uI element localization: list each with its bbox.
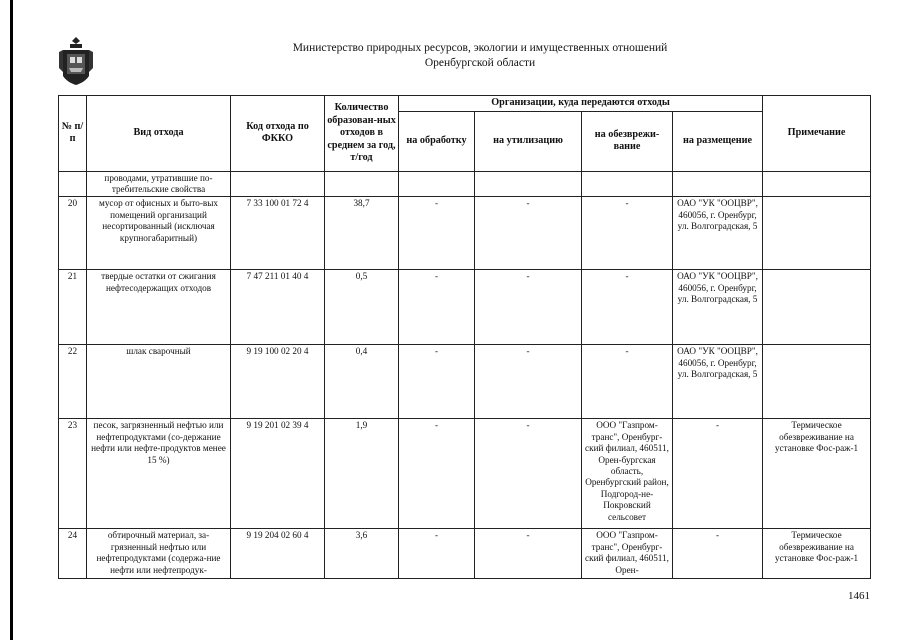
col-header-processing: на обработку [399,111,475,171]
cell-utilization [475,171,582,197]
coat-of-arms-icon [57,36,95,86]
cell-neutralization: - [582,345,673,419]
cell-num: 20 [59,197,87,270]
header-row-1 [59,96,871,112]
waste-table [58,95,871,579]
col-header-type: Вид отхода [87,96,231,172]
cell-num: 23 [59,419,87,529]
cell-placement: ОАО "УК "ООЦВР", 460056, г. Оренбург, ул. Волгоградская, 5 [673,345,763,419]
cell-type: проводами, утратившие по-требительские свойства [87,171,231,197]
cell-code: 7 47 211 01 40 4 [231,270,325,345]
col-header-code: Код отхода по ФККО [231,96,325,172]
cell-note [763,345,871,419]
cell-processing: - [399,345,475,419]
cell-placement: - [673,529,763,579]
table-row [59,345,871,419]
cell-type: мусор от офисных и быто-вых помещений организаций несортированный (исключая крупногабаритный) [87,197,231,270]
cell-note [763,197,871,270]
cell-code: 7 33 100 01 72 4 [231,197,325,270]
cell-qty: 0,4 [325,345,399,419]
table-row [59,419,871,529]
ministry-header [200,41,760,71]
cell-processing: - [399,197,475,270]
cell-num: 21 [59,270,87,345]
cell-utilization: - [475,419,582,529]
cell-qty: 0,5 [325,270,399,345]
cell-neutralization: ООО "Газпром-транс", Оренбург-ский филиал, 460511, Орен-бургская область, Оренбургский район, Подгород-не-Покровский сельсовет [582,419,673,529]
cell-processing: - [399,529,475,579]
cell-utilization: - [475,270,582,345]
cell-utilization: - [475,197,582,270]
table-row-continuation [59,171,871,197]
table-row [59,529,871,579]
cell-note [763,171,871,197]
cell-note: Термическое обезвреживание на установке Фос-раж-1 [763,419,871,529]
cell-neutralization: - [582,197,673,270]
cell-processing: - [399,270,475,345]
cell-code [231,171,325,197]
cell-neutralization: ООО "Газпром-транс", Оренбург-ский филиал, 460511, Орен- [582,529,673,579]
cell-utilization: - [475,345,582,419]
col-header-note: Примечание [763,96,871,172]
cell-type: обтирочный материал, за-грязненный нефтью или нефтепродуктами (содержа-ние нефти или нефтепродук- [87,529,231,579]
table-row [59,197,871,270]
col-header-orgs: Организации, куда передаются отходы [399,96,763,112]
cell-num: 22 [59,345,87,419]
cell-qty: 1,9 [325,419,399,529]
header-line-1: Министерство природных ресурсов, экологии и имущественных отношений [292,42,668,54]
cell-neutralization: - [582,270,673,345]
col-header-neutralization: на обезврежи-вание [582,111,673,171]
col-header-qty: Количество образован-ных отходов в среднем за год, т/год [325,96,399,172]
cell-code: 9 19 204 02 60 4 [231,529,325,579]
header-line-2: Оренбургской области [424,57,536,69]
cell-code: 9 19 201 02 39 4 [231,419,325,529]
cell-placement: ОАО "УК "ООЦВР", 460056, г. Оренбург, ул. Волгоградская, 5 [673,270,763,345]
cell-processing: - [399,419,475,529]
cell-num [59,171,87,197]
cell-placement: ОАО "УК "ООЦВР", 460056, г. Оренбург, ул. Волгоградская, 5 [673,197,763,270]
cell-processing [399,171,475,197]
cell-placement [673,171,763,197]
cell-placement: - [673,419,763,529]
cell-qty [325,171,399,197]
cell-note: Термическое обезвреживание на установке Фос-раж-1 [763,529,871,579]
cell-type: песок, загрязненный нефтью или нефтепродуктами (со-держание нефти или нефте-продуктов менее 15 %) [87,419,231,529]
cell-num: 24 [59,529,87,579]
table-row [59,270,871,345]
col-header-utilization: на утилизацию [475,111,582,171]
page-edge-bar [10,0,13,640]
cell-qty: 3,6 [325,529,399,579]
cell-note [763,270,871,345]
page-number: 1461 [848,590,870,602]
cell-type: шлак сварочный [87,345,231,419]
cell-utilization: - [475,529,582,579]
cell-neutralization [582,171,673,197]
col-header-num: № п/п [59,96,87,172]
cell-code: 9 19 100 02 20 4 [231,345,325,419]
cell-type: твердые остатки от сжигания нефтесодержащих отходов [87,270,231,345]
cell-qty: 38,7 [325,197,399,270]
col-header-placement: на размещение [673,111,763,171]
